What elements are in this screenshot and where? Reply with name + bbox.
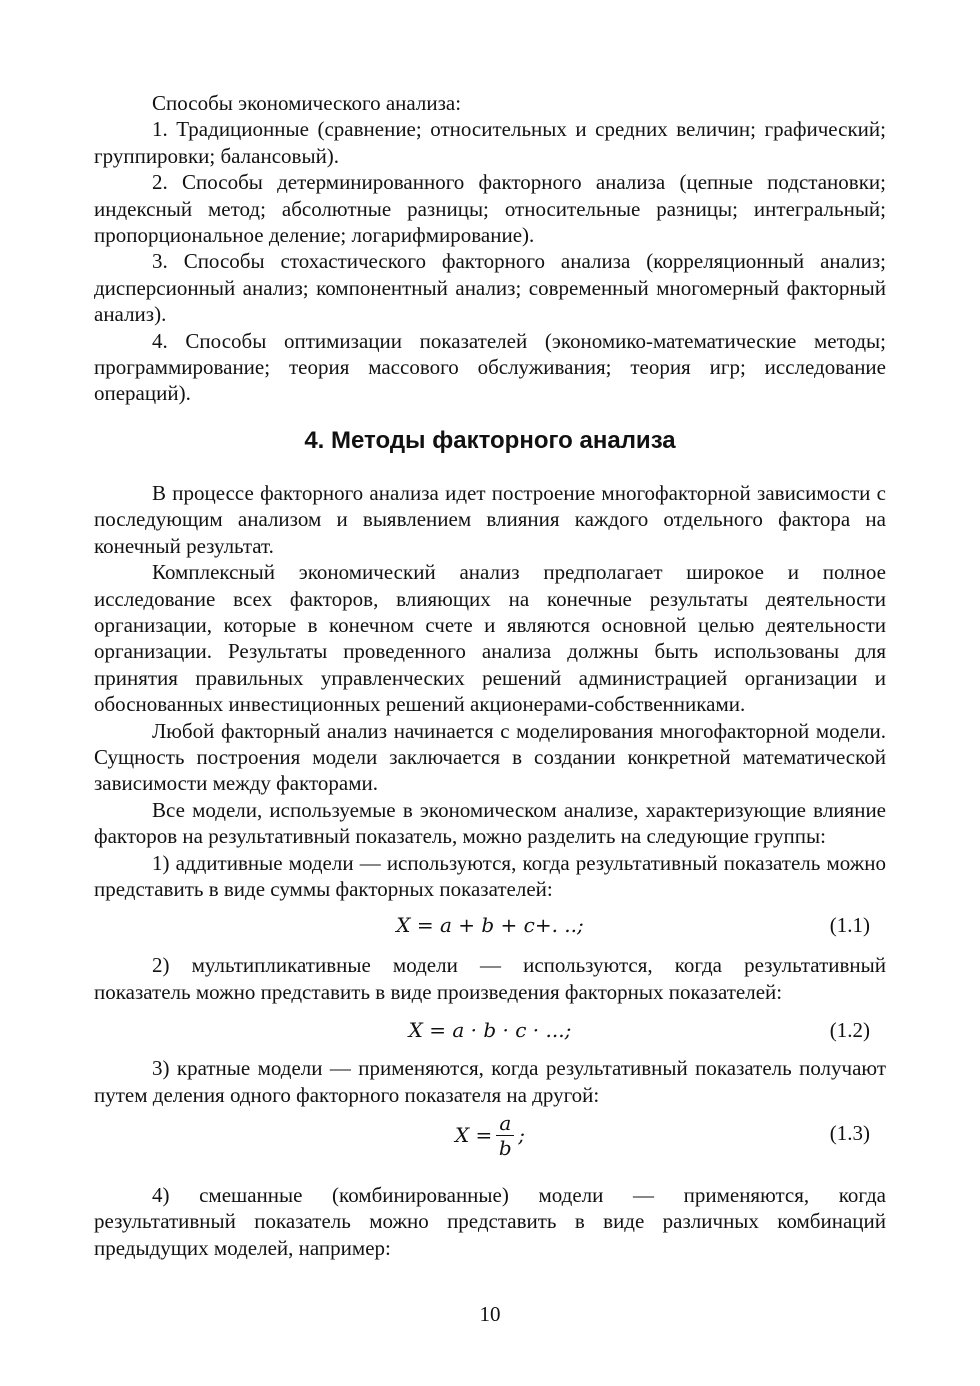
equation-1-3 xyxy=(94,1108,886,1182)
page-number: 10 xyxy=(479,1302,501,1326)
model-multiplicative-text: 2) мультипликативные модели — используются, когда результативный показатель можно представить в виде произведения факторных показателей: xyxy=(94,953,886,1004)
formula-additive: X = a + b + c+. ..; xyxy=(396,913,584,938)
equation-1-2 xyxy=(94,1005,886,1055)
paragraph-3: Любой факторный анализ начинается с моделирования многофакторной модели. Сущность построения модели заключается в создании конкретной математической зависимости между факторами. xyxy=(94,718,886,796)
intro-item-3: 3. Способы стохастического факторного анализа (корреляционный анализ; дисперсионный анализ; компонентный анализ; современный многомерный факторный анализ). xyxy=(94,249,886,327)
paragraph-1: В процессе факторного анализа идет построение многофакторной зависимости с последующим анализом и выявлением влияния каждого отдельного фактора на конечный результат. xyxy=(94,480,886,558)
paragraph-4: Все модели, используемые в экономическом анализе, характеризующие влияние факторов на результативный показатель, можно разделить на следующие группы: xyxy=(94,797,886,849)
intro-item-1: 1. Традиционные (сравнение; относительных и средних величин; графический; группировки; балансовый). xyxy=(94,117,886,168)
page-content xyxy=(94,90,886,1261)
intro-item-2: 2. Способы детерминированного факторного анализа (цепные подстановки; индексный метод; абсолютные разницы; относительные разницы; интегральный; пропорциональное деление; логарифмирование). xyxy=(94,170,886,248)
formula-tail: ; xyxy=(518,1123,526,1148)
formula-multiplicative: X = a · b · c · ...; xyxy=(408,1018,572,1043)
intro-item-4: 4. Способы оптимизации показателей (экономико-математические методы; программирование; теория массового обслуживания; теория игр; исследование операций). xyxy=(94,328,886,406)
section-heading: 4. Методы факторного анализа xyxy=(304,426,676,454)
model-mixed-text: 4) смешанные (комбинированные) модели — применяются, когда результативный показатель можно представить в виде различных комбинаций предыдущих моделей, например: xyxy=(94,1183,886,1260)
intro-title: Способы экономического анализа: xyxy=(152,91,462,115)
equation-number: (1.2) xyxy=(829,1018,870,1043)
equation-1-1 xyxy=(94,902,886,952)
fraction-denominator: b xyxy=(498,1136,512,1160)
formula-lhs: X = xyxy=(454,1123,493,1148)
fraction-numerator: a xyxy=(499,1111,512,1135)
paragraph-2: Комплексный экономический анализ предполагает широкое и полное исследование всех факторов, влияющих на конечные результаты деятельности организации, которые в конечном счете и являются основной целью деятельности организации. Результаты проведенного анализа должны быть использованы для принятия правильных управленческих решений администрацией организации и обоснованных инвестиционных решений акционерами-собственниками. xyxy=(94,560,886,717)
equation-number: (1.3) xyxy=(829,1121,870,1145)
fraction xyxy=(496,1111,514,1160)
formula-multiple xyxy=(94,1111,886,1160)
model-multiple-text: 3) кратные модели — применяются, когда результативный показатель получают путем деления одного факторного показателя на другой: xyxy=(94,1056,886,1107)
model-additive-text: 1) аддитивные модели — используются, когда результативный показатель можно представить в виде суммы факторных показателей: xyxy=(94,850,886,901)
equation-number: (1.1) xyxy=(829,913,870,938)
